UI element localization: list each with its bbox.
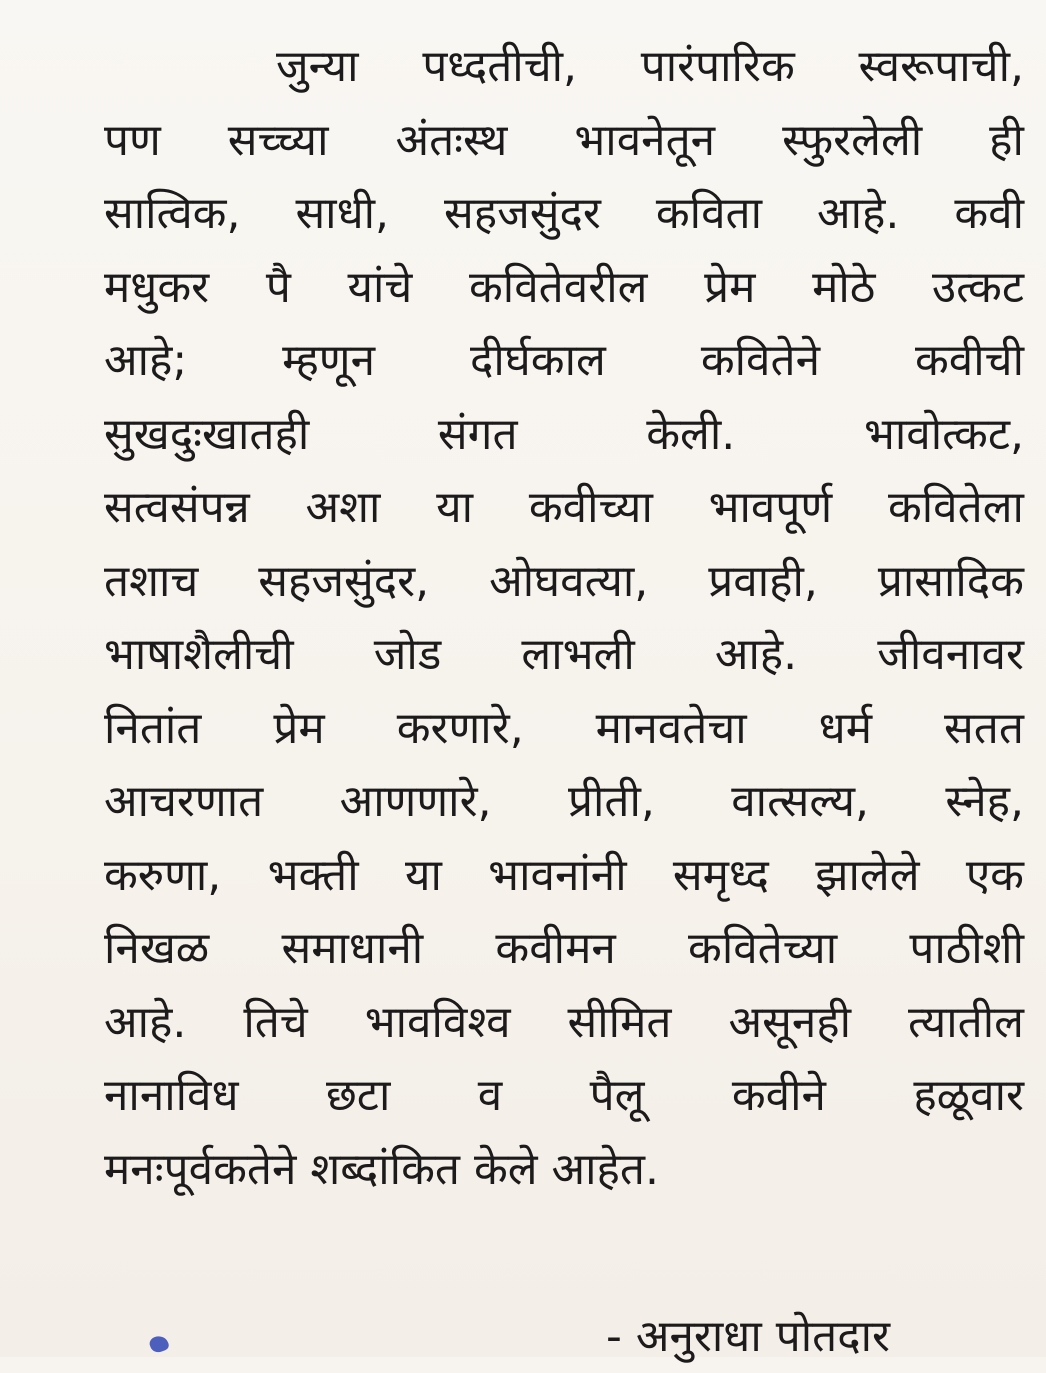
word: भावनेतून bbox=[574, 114, 716, 166]
word: मानवतेचा bbox=[595, 702, 747, 754]
word: जीवनावर bbox=[877, 629, 1024, 680]
word: व bbox=[477, 1070, 503, 1121]
word: कवितेला bbox=[887, 482, 1024, 533]
word: कवीच्या bbox=[528, 482, 653, 533]
word: निखळ bbox=[104, 923, 210, 974]
word: जोड bbox=[373, 629, 442, 680]
word: सात्विक, bbox=[104, 188, 241, 239]
word: वात्सल्य, bbox=[731, 776, 870, 827]
ink-blot-decoration bbox=[148, 1333, 170, 1354]
word: दीर्घकाल bbox=[470, 335, 606, 386]
word: संगत bbox=[437, 408, 518, 460]
word: उत्कट bbox=[932, 261, 1024, 313]
word: भावपूर्ण bbox=[708, 482, 833, 533]
word: स्वरूपाची, bbox=[858, 41, 1024, 92]
text-line bbox=[104, 30, 1024, 104]
text-line bbox=[104, 545, 1024, 619]
text-line bbox=[104, 324, 1024, 398]
final-line-text: मनःपूर्वकतेने शब्दांकित केले आहेत. bbox=[104, 1143, 659, 1195]
word: या bbox=[436, 482, 474, 533]
text-line bbox=[104, 177, 1024, 251]
text-line bbox=[104, 692, 1024, 766]
word: एक bbox=[965, 849, 1024, 901]
text-line bbox=[104, 1059, 1024, 1133]
text-line bbox=[104, 618, 1024, 692]
word: भाषाशैलीची bbox=[104, 629, 294, 680]
word: कविता bbox=[655, 188, 763, 239]
text-line bbox=[104, 839, 1024, 913]
word: कवितेवरील bbox=[469, 261, 648, 313]
word: छटा bbox=[325, 1070, 391, 1121]
word: पध्दतीची, bbox=[422, 41, 578, 92]
word: पै bbox=[265, 261, 291, 313]
word: नितांत bbox=[104, 702, 202, 754]
word: कवीमन bbox=[495, 923, 616, 974]
word: आहे. bbox=[104, 996, 187, 1048]
word: सीमित bbox=[567, 996, 672, 1048]
word: करणारे, bbox=[396, 702, 524, 754]
word: तशाच bbox=[104, 555, 199, 607]
word: ही bbox=[989, 114, 1024, 166]
word: कवी bbox=[954, 188, 1024, 239]
word: आहे. bbox=[714, 629, 798, 680]
text-line bbox=[104, 765, 1024, 839]
text-line bbox=[104, 912, 1024, 986]
word: पैलू bbox=[589, 1070, 645, 1121]
word: अंतःस्थ bbox=[395, 114, 508, 166]
word: स्फुरलेली bbox=[782, 114, 923, 166]
word: कवितेच्या bbox=[688, 923, 838, 974]
word: लाभली bbox=[521, 629, 635, 680]
word: धर्म bbox=[818, 702, 873, 754]
word: सहजसुंदर bbox=[444, 188, 601, 239]
word: सतत bbox=[944, 702, 1024, 754]
word: समाधानी bbox=[281, 923, 424, 974]
word: प्रासादिक bbox=[877, 555, 1024, 607]
word: त्यातील bbox=[907, 996, 1024, 1048]
author-signature: - अनुराधा पोतदार bbox=[606, 1311, 890, 1362]
word: केली. bbox=[646, 408, 736, 460]
word: अशा bbox=[305, 482, 381, 533]
word: असूनही bbox=[728, 996, 851, 1048]
word: आणणारे, bbox=[339, 776, 492, 827]
word: म्हणून bbox=[282, 335, 376, 386]
word: यांचे bbox=[347, 261, 413, 313]
word: समृध्द bbox=[672, 849, 769, 901]
word: मधुकर bbox=[104, 261, 210, 313]
word: जुन्या bbox=[276, 41, 359, 92]
word: भक्ती bbox=[267, 849, 359, 901]
word: पाठीशी bbox=[909, 923, 1024, 974]
word: सुखदुःखातही bbox=[104, 408, 310, 460]
word: प्रेम bbox=[273, 702, 325, 754]
word: स्नेह, bbox=[945, 776, 1024, 827]
word: भावोत्कट, bbox=[863, 408, 1024, 460]
text-line bbox=[104, 251, 1024, 325]
word: नानाविध bbox=[104, 1070, 239, 1121]
text-line-final bbox=[104, 1133, 1024, 1207]
word: प्रवाही, bbox=[708, 555, 818, 607]
word: पण bbox=[104, 114, 161, 166]
word: तिचे bbox=[243, 996, 308, 1048]
word: आहे; bbox=[104, 335, 188, 386]
word: कवीची bbox=[915, 335, 1024, 386]
word: आहे. bbox=[817, 188, 900, 239]
word: आचरणात bbox=[104, 776, 264, 827]
text-line bbox=[104, 986, 1024, 1060]
text-line bbox=[104, 471, 1024, 545]
word: हळूवार bbox=[913, 1070, 1024, 1121]
text-line bbox=[104, 398, 1024, 472]
paragraph bbox=[104, 30, 1024, 1206]
word: या bbox=[404, 849, 442, 901]
word: मोठे bbox=[812, 261, 876, 313]
word: सहजसुंदर, bbox=[258, 555, 430, 607]
word: करुणा, bbox=[104, 849, 222, 901]
word: सच्च्या bbox=[227, 114, 329, 166]
text-line bbox=[104, 104, 1024, 178]
word: कवीने bbox=[731, 1070, 826, 1121]
word: भावनांनी bbox=[488, 849, 627, 901]
word: साधी, bbox=[295, 188, 390, 239]
word: पारंपारिक bbox=[640, 41, 795, 92]
word: सत्वसंपन्न bbox=[104, 482, 250, 533]
word: प्रेम bbox=[704, 261, 756, 313]
word: प्रीती, bbox=[567, 776, 655, 827]
word: भावविश्व bbox=[364, 996, 511, 1048]
word: झालेले bbox=[815, 849, 920, 901]
word: कवितेने bbox=[700, 335, 820, 386]
word: ओघवत्या, bbox=[489, 555, 649, 607]
